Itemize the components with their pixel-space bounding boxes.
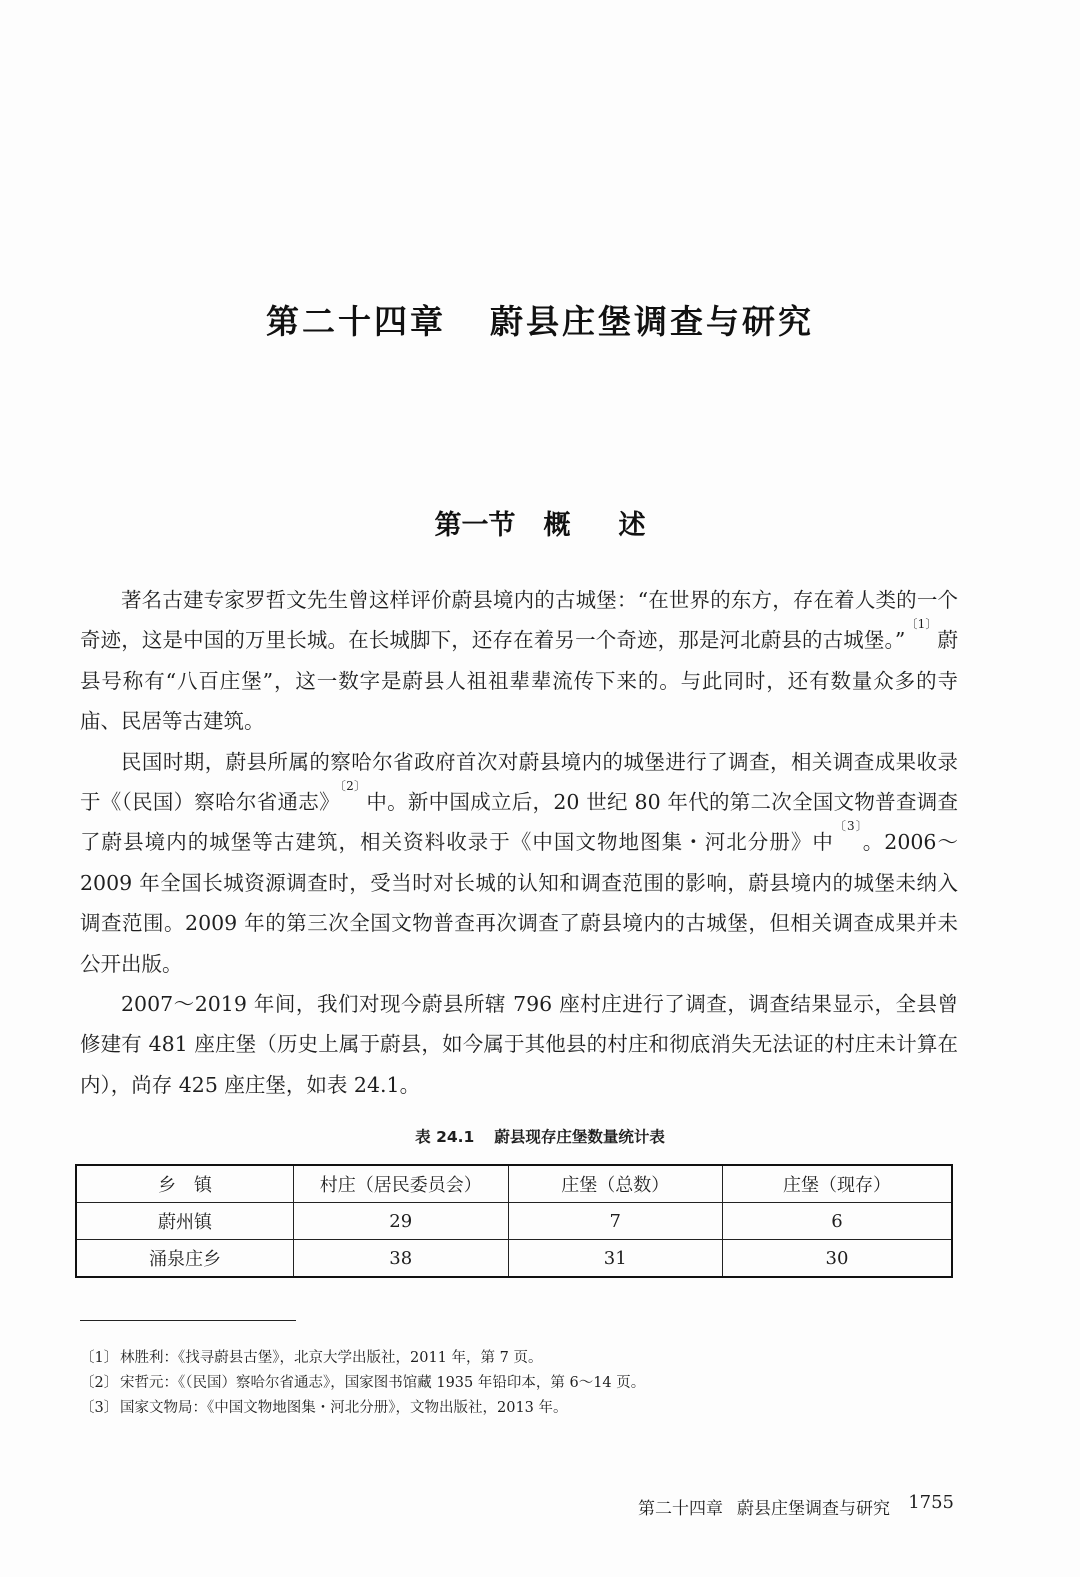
- paragraph-3: 2007～2019 年间，我们对现今蔚县所辖 796 座村庄进行了调查，调查结果显示，全县曾修建有 481 座庄堡（历史上属于蔚县，如今属于其他县的村庄和彻底消失无法证的村庄未计算在内），尚存 425 座庄堡，如表 24.1。: [80, 992, 958, 1097]
- table-cell: 31: [508, 1240, 723, 1278]
- paragraph-1-text-a: 著名古建专家罗哲文先生曾这样评价蔚县境内的古城堡：“在世界的东方，存在着人类的一个奇迹，这是中国的万里长城。在长城脚下，还存在着另一个奇迹，那是河北蔚县的古城堡。”: [80, 588, 958, 653]
- footnote-text: 林胜利：《找寻蔚县古堡》，北京大学出版社，2011 年，第 7 页。: [120, 1350, 543, 1366]
- section-title-part1: 概: [543, 510, 571, 541]
- paragraph-2: [80, 742, 958, 984]
- chapter-title: 蔚县庄堡调查与研究: [490, 302, 814, 341]
- table-row: [76, 1240, 952, 1278]
- footnote-text: 宋哲元：《（民国）察哈尔省通志》，国家图书馆藏 1935 年铅印本，第 6～14 页。: [120, 1375, 646, 1391]
- table-header-cell: 乡 镇: [76, 1165, 294, 1203]
- footnote-marker: 〔3〕: [80, 1400, 119, 1416]
- table-header-cell: 庄堡（现存）: [723, 1165, 953, 1203]
- data-table: [75, 1164, 953, 1278]
- paragraph-1: [80, 580, 958, 742]
- table-header-row: [76, 1165, 952, 1203]
- paragraph-2-text-c: 。2006～2009 年全国长城资源调查时，受当时对长城的认知和调查范围的影响，蔚县境内的城堡未纳入调查范围。2009 年的第三次全国文物普查再次调查了蔚县境内的古城堡，但相关调查成果并未公开出版。: [80, 830, 959, 976]
- footnote-ref-2[interactable]: 〔2〕: [339, 779, 367, 794]
- paragraph-1-text-b: 蔚县号称有“八百庄堡”，这一数字是蔚县人祖祖辈辈流传下来的。与此同时，还有数量众多的寺庙、民居等古建筑。: [80, 628, 958, 734]
- body-text: [80, 580, 958, 1105]
- table-cell: 30: [723, 1240, 953, 1278]
- footnote-marker: 〔2〕: [80, 1375, 119, 1391]
- table-cell: 6: [723, 1203, 953, 1240]
- table-cell: 涌泉庄乡: [76, 1240, 294, 1278]
- table-cell: 蔚州镇: [76, 1203, 294, 1240]
- table-cell: 29: [294, 1203, 509, 1240]
- table-cell: 7: [508, 1203, 723, 1240]
- paragraph-2-text-a: 民国时期，蔚县所属的察哈尔省政府首次对蔚县境内的城堡进行了调查，相关调查成果收录于《（民国）察哈尔省通志》: [80, 749, 958, 815]
- section-title-part2: 述: [618, 510, 646, 541]
- footnote-text: 国家文物局：《中国文物地图集・河北分册》，文物出版社，2013 年。: [120, 1400, 568, 1416]
- table-caption-number: 表 24.1: [415, 1128, 475, 1146]
- section-heading: [0, 503, 1080, 542]
- running-footer: [638, 1494, 890, 1519]
- table-header-cell: 村庄（居民委员会）: [294, 1165, 509, 1203]
- table-cell: 38: [294, 1240, 509, 1278]
- table-caption: [0, 1125, 1080, 1147]
- footnote-divider: [80, 1320, 296, 1321]
- paragraph-2-text-b: 中。新中国成立后，20 世纪 80 年代的第二次全国文物普查调查了蔚县境内的城堡等古建筑，相关资料收录于《中国文物地图集・河北分册》中: [80, 790, 959, 855]
- footer-title: 蔚县庄堡调查与研究: [737, 1499, 890, 1519]
- footnote-1: [80, 1346, 960, 1371]
- table-caption-title: 蔚县现存庄堡数量统计表: [494, 1128, 665, 1146]
- section-number: 第一节: [434, 510, 516, 541]
- chapter-heading: [0, 296, 1080, 343]
- footnote-marker: 〔1〕: [80, 1350, 119, 1366]
- footnote-3: [80, 1396, 960, 1421]
- footer-chapter: 第二十四章: [638, 1499, 723, 1519]
- footnotes: [80, 1346, 960, 1421]
- table-row: [76, 1203, 952, 1240]
- page-number: 1755: [908, 1492, 954, 1513]
- table-header-cell: 庄堡（总数）: [508, 1165, 723, 1203]
- footnote-ref-1[interactable]: 〔1〕: [905, 617, 938, 632]
- footnote-2: [80, 1371, 960, 1396]
- chapter-number: 第二十四章: [266, 302, 446, 341]
- footnote-ref-3[interactable]: 〔3〕: [833, 819, 863, 834]
